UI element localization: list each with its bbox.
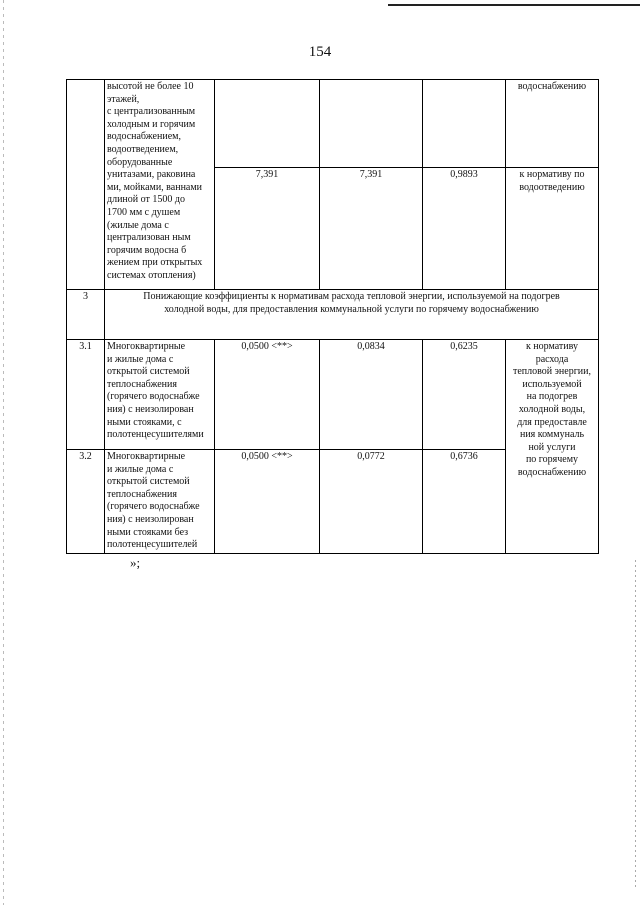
section-title-cell <box>105 290 599 340</box>
scan-left-edge <box>3 0 4 905</box>
value-cell: 0,0500 <**> <box>215 340 320 450</box>
merged-note: к нормативу расхода тепловой энергии, используемой на подогрев холодной воды, для предоставле ния коммуналь ной услуги по горячему водоснабжению <box>512 341 592 478</box>
section-title: Понижающие коэффициенты к нормативам расхода тепловой энергии, используемой на подогрев холодной воды, для предоставления коммунальной услуги по горячему водоснабжению <box>143 291 560 315</box>
section-header-row <box>67 290 599 340</box>
row-number: 3.2 <box>67 450 105 554</box>
row-name-cell <box>105 450 215 554</box>
value-cell: 0,0500 <**> <box>215 450 320 554</box>
value-cell: 0,6736 <box>423 450 506 554</box>
row-name: Многоквартирные и жилые дома с открытой системой теплоснабжения (горячего водоснабже ния) с неизолирован ными стояками без полотенцесушителей <box>107 451 200 551</box>
row-number: 3.1 <box>67 340 105 450</box>
empty-cell <box>423 80 506 168</box>
top-rule <box>388 4 640 6</box>
continued-name-cell <box>105 80 215 290</box>
closing-quote: »; <box>130 555 141 570</box>
merged-note-cell <box>506 340 599 554</box>
coefficients-table <box>66 79 599 554</box>
value-cell: 0,0772 <box>320 450 423 554</box>
note-text: водоснабжению <box>517 81 587 92</box>
row-name-cell <box>105 340 215 450</box>
continued-name-text: высотой не более 10 этажей, с централизованным холодным и горячим водоснабжением, водоотведением, оборудованные унитазами, раковина ми, мойками, ваннами длиной от 1500 до 1700 мм с душем (жилые дома с централизован ным горячим водосна б жением при открытых системах отопления) <box>107 81 203 281</box>
empty-cell <box>215 80 320 168</box>
value-cell: 0,6235 <box>423 340 506 450</box>
value-cell: 7,391 <box>215 168 320 290</box>
value-cell: 7,391 <box>320 168 423 290</box>
empty-cell <box>320 80 423 168</box>
table-row <box>67 340 599 450</box>
note-cell-water-supply <box>506 80 599 168</box>
value-cell: 0,0834 <box>320 340 423 450</box>
value-cell: 0,9893 <box>423 168 506 290</box>
section-number: 3 <box>67 290 105 340</box>
continued-num-cell <box>67 80 105 290</box>
row-name: Многоквартирные и жилые дома с открытой системой теплоснабжения (горячего водоснабже ния) с неизолирован ными стояками, с полотенцесушителями <box>107 341 204 441</box>
page-number: 154 <box>308 44 332 60</box>
scan-right-edge <box>635 560 636 890</box>
continued-row-top <box>67 80 599 168</box>
note-text: к нормативу по водоотведению <box>519 169 585 193</box>
note-cell-drainage <box>506 168 599 290</box>
